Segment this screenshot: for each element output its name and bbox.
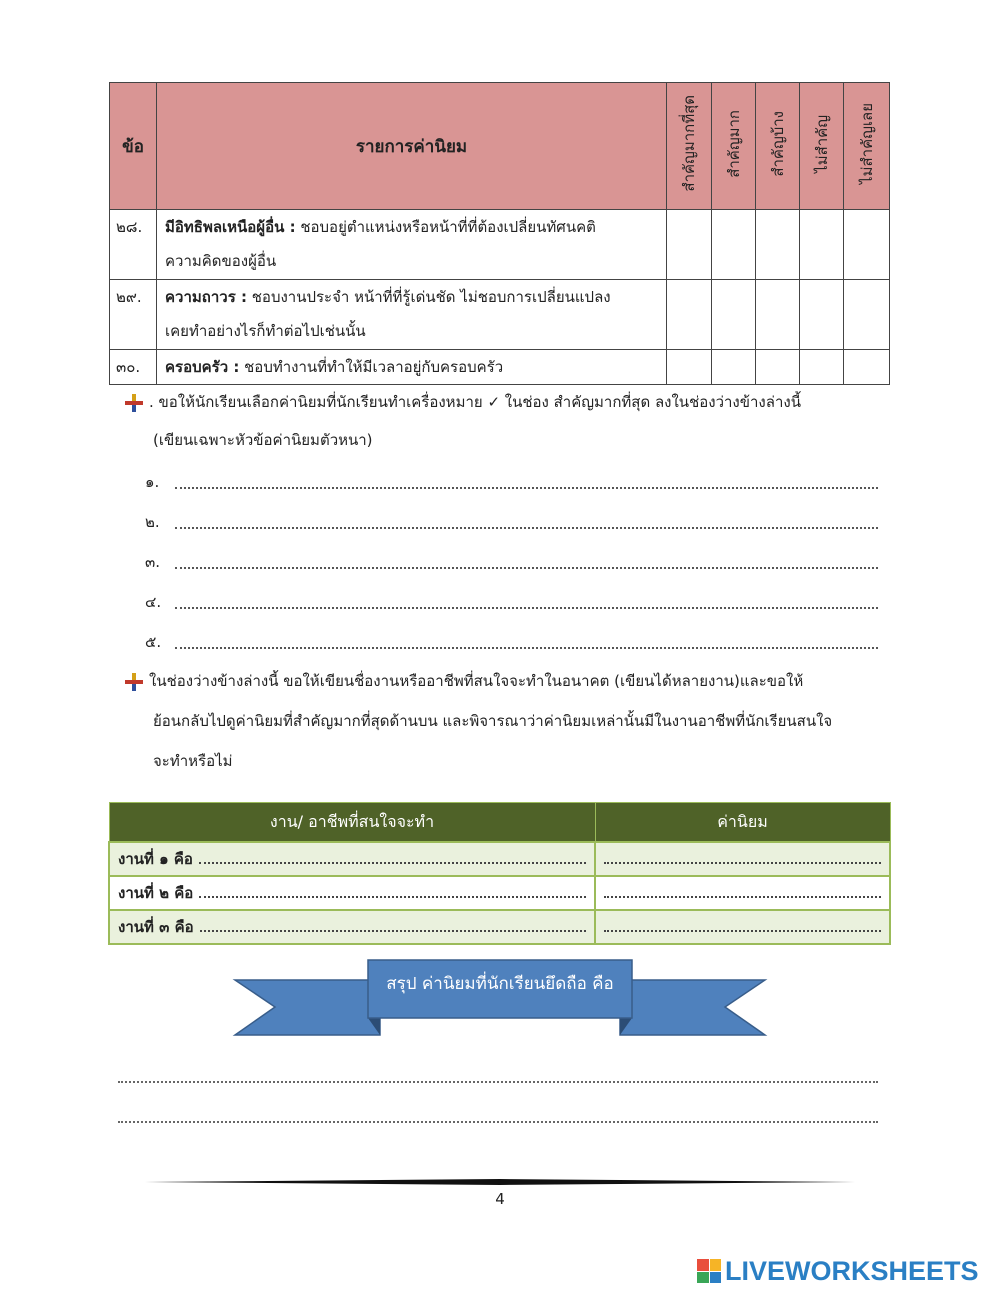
career-table — [108, 802, 891, 945]
career-header-job: งาน/ อาชีพที่สนใจจะทำ — [109, 803, 595, 843]
rating-cell[interactable] — [800, 350, 844, 385]
instruction-2: ในช่องว่างข้างล่างนี้ ขอให้เขียนชื่องานหรืออาชีพที่สนใจจะทำในอนาคต (เขียนได้หลายงาน)และขอให้ — [125, 662, 803, 701]
answer-line-1[interactable]: ๑. — [145, 472, 878, 494]
summary-line-2[interactable] — [118, 1120, 878, 1123]
instruction-2-line3: จะทำหรือไม่ — [153, 752, 233, 770]
liveworksheets-brand — [697, 1255, 997, 1287]
plus-bullet-icon — [125, 673, 143, 691]
brand-name: LIVEWORKSHEETS — [725, 1255, 979, 1286]
values-table-header — [110, 83, 890, 210]
header-rating-3: สำคัญบ้าง — [756, 83, 800, 210]
rating-cell[interactable] — [712, 210, 756, 280]
summary-line-1[interactable] — [118, 1080, 878, 1083]
table-row — [110, 280, 890, 350]
footer-rule — [145, 1178, 855, 1186]
rating-cell[interactable] — [712, 280, 756, 350]
job-cell[interactable]: งานที่ ๒ คือ — [109, 876, 595, 910]
rating-cell[interactable] — [756, 280, 800, 350]
header-no: ข้อ — [110, 83, 157, 210]
row-number: ๒๘. — [110, 210, 157, 280]
rating-cell[interactable] — [756, 210, 800, 280]
row-item: มีอิทธิพลเหนือผู้อื่น : ชอบอยู่ตำแหน่งหรือหน้าที่ที่ต้องเปลี่ยนทัศนคติ ความคิดของผู้อื่น — [157, 210, 667, 280]
row-item: ความถาวร : ชอบงานประจำ หน้าที่ที่รู้เด่นชัด ไม่ชอบการเปลี่ยนแปลง เคยทำอย่างไรก็ทำต่อไปเช่นนั้น — [157, 280, 667, 350]
rating-cell[interactable] — [756, 350, 800, 385]
header-rating-4: ไม่สำคัญ — [800, 83, 844, 210]
value-cell[interactable] — [595, 842, 890, 876]
answer-line-4[interactable]: ๔. — [145, 592, 878, 614]
values-table — [109, 82, 890, 385]
job-cell[interactable]: งานที่ ๑ คือ — [109, 842, 595, 876]
ribbon-text: สรุป ค่านิยมที่นักเรียนยึดถือ คือ — [386, 974, 614, 994]
row-item: ครอบครัว : ชอบทำงานที่ทำให้มีเวลาอยู่กับครอบครัว — [157, 350, 667, 385]
value-cell[interactable] — [595, 876, 890, 910]
rating-cell[interactable] — [800, 280, 844, 350]
rating-cell[interactable] — [667, 350, 712, 385]
instruction-1: . ขอให้นักเรียนเลือกค่านิยมที่นักเรียนทำเครื่องหมาย ✓ ในช่อง สำคัญมากที่สุด ลงในช่องว่างข้างล่างนี้ — [125, 383, 801, 422]
answer-line-5[interactable]: ๕. — [145, 632, 878, 654]
row-number: ๓๐. — [110, 350, 157, 385]
instruction-1-note: (เขียนเฉพาะหัวข้อค่านิยมตัวหนา) — [153, 431, 373, 449]
value-cell[interactable] — [595, 910, 890, 944]
table-row — [110, 350, 890, 385]
table-row — [109, 910, 890, 944]
answer-line-2[interactable]: ๒. — [145, 512, 878, 534]
page-number: 4 — [495, 1190, 505, 1208]
table-row — [110, 210, 890, 280]
rating-cell[interactable] — [844, 350, 890, 385]
plus-bullet-icon — [125, 394, 143, 412]
instruction-2-line2: ย้อนกลับไปดูค่านิยมที่สำคัญมากที่สุดด้านบน และพิจารณาว่าค่านิยมเหล่านั้นมีในงานอาชีพที่นักเรียนสนใจ — [153, 712, 833, 730]
rating-cell[interactable] — [844, 210, 890, 280]
header-rating-5: ไม่สำคัญเลย — [844, 83, 890, 210]
answer-line-3[interactable]: ๓. — [145, 552, 878, 574]
row-number: ๒๙. — [110, 280, 157, 350]
header-item: รายการค่านิยม — [157, 83, 667, 210]
rating-cell[interactable] — [844, 280, 890, 350]
header-rating-2: สำคัญมาก — [712, 83, 756, 210]
table-row — [109, 876, 890, 910]
liveworksheets-logo-icon — [697, 1259, 721, 1283]
rating-cell[interactable] — [667, 280, 712, 350]
job-cell[interactable]: งานที่ ๓ คือ — [109, 910, 595, 944]
rating-cell[interactable] — [667, 210, 712, 280]
header-rating-1: สำคัญมากที่สุด — [667, 83, 712, 210]
career-header-values: ค่านิยม — [595, 803, 890, 843]
table-row — [109, 842, 890, 876]
rating-cell[interactable] — [800, 210, 844, 280]
rating-cell[interactable] — [712, 350, 756, 385]
